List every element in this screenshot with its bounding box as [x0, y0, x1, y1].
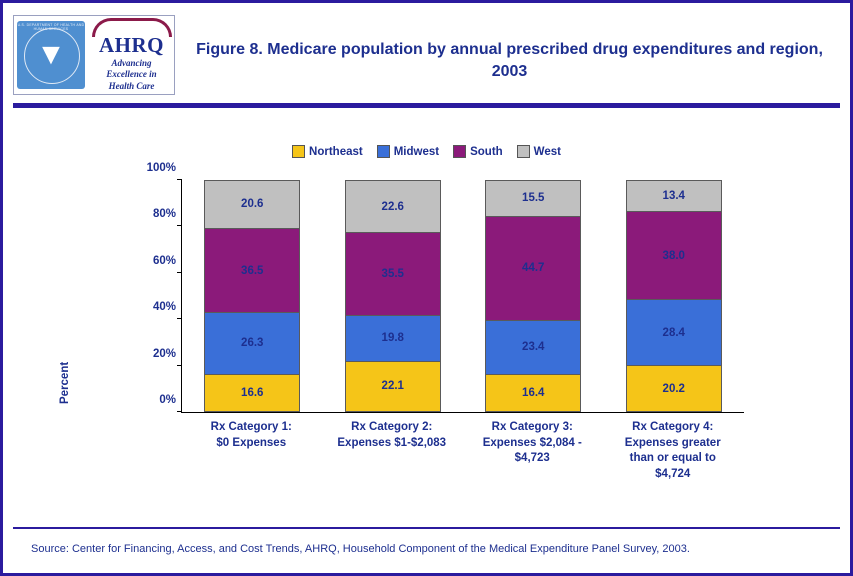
bar-value-label: 38.0 — [662, 249, 685, 262]
legend-label-midwest: Midwest — [393, 145, 440, 158]
bar-value-label: 16.4 — [522, 386, 545, 399]
legend-swatch-west — [517, 145, 530, 158]
bar-segment-west — [626, 180, 722, 211]
x-axis-label: Rx Category 1: $0 Expenses — [210, 421, 292, 449]
bar-value-label: 23.4 — [522, 341, 545, 354]
x-axis-label: Rx Category 2: Expenses $1-$2,083 — [337, 421, 447, 449]
bar-value-label: 22.1 — [381, 380, 404, 393]
legend-label-northeast: Northeast — [309, 145, 363, 158]
bar-segment-west — [204, 180, 300, 228]
bar-segment-midwest — [345, 315, 441, 361]
y-tick-label: 0% — [159, 394, 176, 406]
y-tick-label: 100% — [146, 162, 176, 174]
bar-value-label: 35.5 — [381, 268, 404, 281]
bar-segment-northeast — [626, 365, 722, 412]
bar-segment-midwest — [626, 299, 722, 365]
bar-value-label: 22.6 — [381, 200, 404, 213]
bar-value-label: 20.6 — [241, 198, 264, 211]
bar-segment-south — [485, 216, 581, 320]
bar-segment-south — [345, 232, 441, 314]
y-tick-label: 20% — [152, 347, 176, 360]
ahrq-tagline-line3: Health Care — [108, 81, 155, 92]
y-axis-label: Percent — [59, 361, 71, 404]
legend-label-west: West — [533, 145, 561, 158]
bar-segment-northeast — [485, 374, 581, 412]
bar-column — [345, 180, 441, 412]
bar-segment-northeast — [345, 361, 441, 412]
bar-segment-midwest — [485, 320, 581, 374]
legend-label-south: South — [470, 145, 503, 158]
bar-segment-west — [345, 180, 441, 232]
chart-legend — [3, 145, 850, 158]
bar-column — [485, 180, 581, 412]
chart-area — [3, 162, 850, 502]
ahrq-logo — [13, 15, 175, 95]
page-title: Figure 8. Medicare population by annual prescribed drug expenditures and region, 2003 — [196, 41, 823, 80]
x-axis-label: Rx Category 4: Expenses greater than or equal to $4,724 — [624, 421, 721, 480]
bar-segment-midwest — [204, 312, 300, 373]
header-divider — [13, 103, 840, 108]
hhs-seal-icon — [17, 21, 85, 89]
ahrq-tagline-line2: Excellence in — [106, 69, 157, 80]
bar-value-label: 28.4 — [662, 326, 685, 339]
figure-header — [3, 3, 850, 107]
bar-value-label: 19.8 — [381, 332, 404, 345]
y-tick-label: 80% — [152, 208, 176, 221]
ahrq-wordmark — [89, 18, 174, 92]
legend-swatch-northeast — [292, 145, 305, 158]
bar-value-label: 44.7 — [522, 262, 545, 275]
y-tick-label: 40% — [152, 301, 176, 314]
legend-swatch-south — [453, 145, 466, 158]
bar-segment-south — [626, 211, 722, 299]
ahrq-acronym: AHRQ — [99, 33, 164, 58]
bar-segment-south — [204, 228, 300, 313]
source-divider — [13, 527, 840, 529]
hhs-seal-text: U.S. DEPARTMENT OF HEALTH AND HUMAN SERVICES — [17, 23, 85, 31]
legend-item-northeast — [292, 145, 363, 158]
legend-item-midwest — [377, 145, 439, 158]
bar-value-label: 15.5 — [522, 192, 545, 205]
x-axis-labels — [181, 420, 743, 482]
hhs-eagle-icon: ▼ — [36, 38, 66, 71]
bar-segment-west — [485, 180, 581, 216]
bar-column — [626, 180, 722, 412]
bar-value-label: 20.2 — [662, 382, 685, 395]
bar-segment-northeast — [204, 374, 300, 413]
bar-value-label: 16.6 — [241, 386, 264, 399]
plot-area — [146, 162, 744, 413]
legend-swatch-midwest — [377, 145, 390, 158]
bar-value-label: 13.4 — [662, 190, 685, 203]
bar-value-label: 36.5 — [241, 264, 264, 277]
source-note: Source: Center for Financing, Access, and Cost Trends, AHRQ, Household Component of the Medical Expenditure Panel Survey, 2003. — [31, 543, 690, 555]
ahrq-tagline-line1: Advancing — [111, 57, 152, 68]
stacked-bars — [182, 180, 744, 412]
x-axis-label: Rx Category 3: Expenses $2,084 - $4,723 — [482, 421, 582, 465]
legend-item-west — [517, 145, 561, 158]
legend-item-south — [453, 145, 503, 158]
y-tick-label: 60% — [152, 254, 176, 267]
bar-value-label: 26.3 — [241, 337, 264, 350]
bar-column — [204, 180, 300, 412]
